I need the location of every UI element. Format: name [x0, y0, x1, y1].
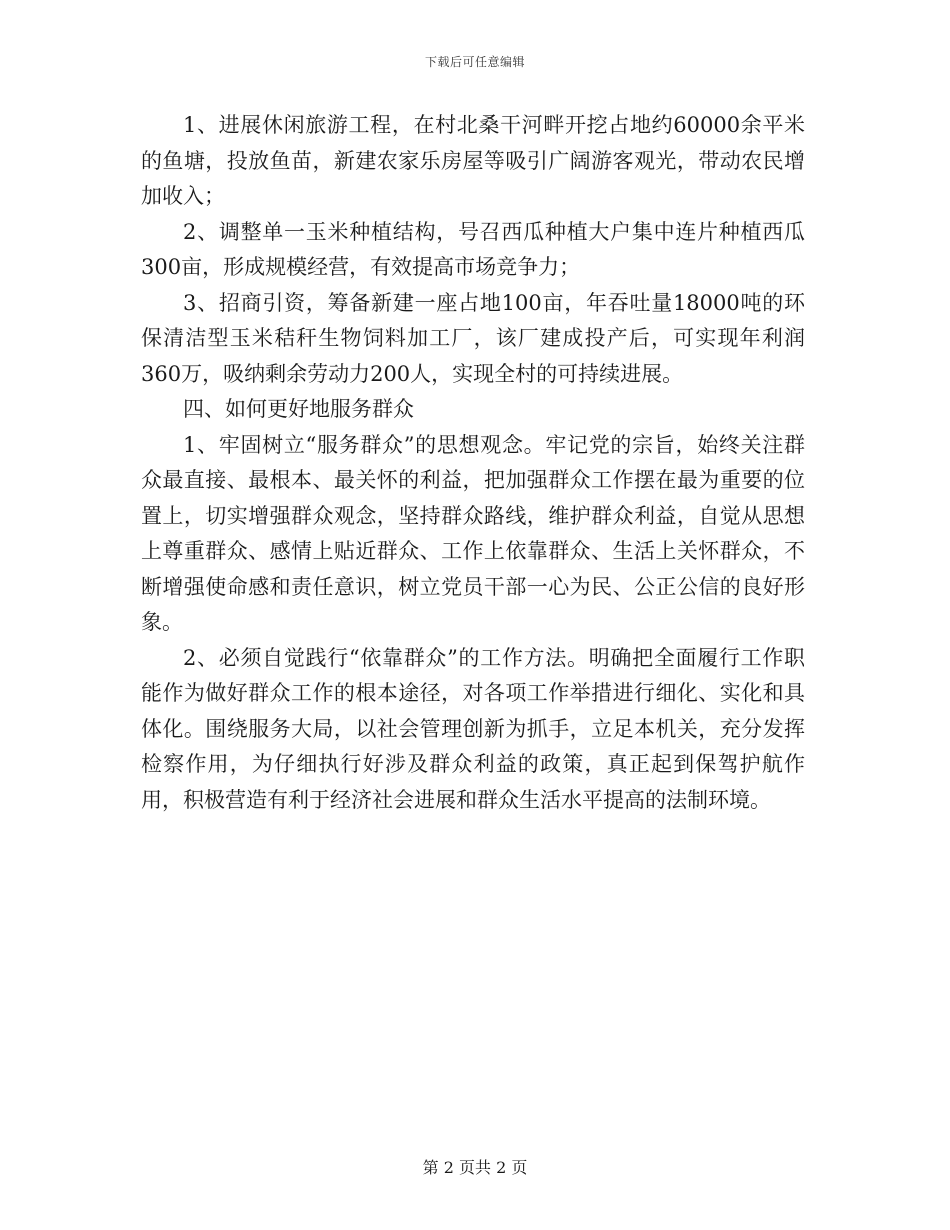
- paragraph-item-1: 1、进展休闲旅游工程，在村北桑干河畔开挖占地约60000余平米的鱼塘，投放鱼苗，新建农家乐房屋等吸引广阔游客观光，带动农民增加收入；: [141, 113, 805, 208]
- section-heading: 四、如何更好地服务群众: [183, 397, 414, 421]
- paragraph-item-2: 2、调整单一玉米种植结构，号召西瓜种植大户集中连片种植西瓜300亩，形成规模经营，有效提高市场竞争力；: [141, 219, 805, 279]
- document-body: [141, 108, 805, 818]
- paragraph-item-3: 3、招商引资，筹备新建一座占地100亩，年吞吐量18000吨的环保清洁型玉米秸秆生物饲料加工厂，该厂建成投产后，可实现年利润360万，吸纳剩余劳动力200人，实现全村的可持续进展。: [141, 290, 805, 386]
- page-number-footer: 第 2 页共 2 页: [422, 1158, 528, 1177]
- paragraph-service-1: 1、牢固树立“服务群众”的思想观念。牢记党的宗旨，始终关注群众最直接、最根本、最关怀的利益，把加强群众工作摆在最为重要的位置上，切实增强群众观念，坚持群众路线，维护群众利益，自觉从思想上尊重群众、感情上贴近群众、工作上依靠群众、生活上关怀群众，不断增强使命感和责任意识，树立党员干部一心为民、公正公信的良好形象。: [141, 432, 805, 634]
- paragraph-service-2: 2、必须自觉践行“依靠群众”的工作方法。明确把全面履行工作职能作为做好群众工作的根本途径，对各项工作举措进行细化、实化和具体化。围绕服务大局，以社会管理创新为抓手，立足本机关，充分发挥检察作用，为仔细执行好涉及群众利益的政策，真正起到保驾护航作用，积极营造有利于经济社会进展和群众生活水平提高的法制环境。: [141, 645, 805, 812]
- page-header: 下载后可任意编辑: [424, 55, 525, 69]
